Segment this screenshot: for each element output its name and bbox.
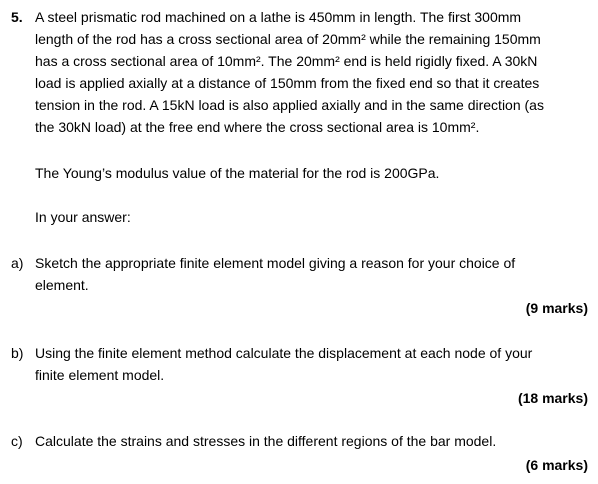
part-a-line-2: element. bbox=[35, 277, 89, 293]
in-your-answer-label: In your answer: bbox=[35, 209, 131, 225]
intro-line-6: the 30kN load) at the free end where the cross sectional area is 10mm². bbox=[35, 119, 480, 135]
question-number: 5. bbox=[11, 9, 23, 25]
youngs-modulus-statement: The Young’s modulus value of the material for the rod is 200GPa. bbox=[35, 165, 440, 181]
part-c-label: c) bbox=[11, 433, 23, 449]
intro-line-3: has a cross sectional area of 10mm². The 20mm² end is held rigidly fixed. A 30kN bbox=[35, 53, 538, 69]
part-a-marks: (9 marks) bbox=[525, 300, 588, 316]
part-c-line-1: Calculate the strains and stresses in the different regions of the bar model. bbox=[35, 433, 497, 449]
intro-line-4: load is applied axially at a distance of 150mm from the fixed end so that it creates bbox=[35, 75, 540, 91]
intro-line-1: A steel prismatic rod machined on a lathe is 450mm in length. The first 300mm bbox=[35, 9, 522, 25]
intro-line-2: length of the rod has a cross sectional area of 20mm² while the remaining 150mm bbox=[35, 31, 541, 47]
part-a-line-1: Sketch the appropriate finite element model giving a reason for your choice of bbox=[35, 255, 516, 271]
part-b-marks: (18 marks) bbox=[517, 390, 588, 406]
part-c-marks: (6 marks) bbox=[525, 457, 588, 473]
part-a-label: a) bbox=[11, 255, 24, 271]
intro-line-5: tension in the rod. A 15kN load is also applied axially and in the same direction (as bbox=[35, 97, 544, 113]
part-b-line-1: Using the finite element method calculate the displacement at each node of your bbox=[35, 345, 533, 361]
part-b-line-2: finite element model. bbox=[35, 367, 165, 383]
part-b-label: b) bbox=[11, 345, 24, 361]
